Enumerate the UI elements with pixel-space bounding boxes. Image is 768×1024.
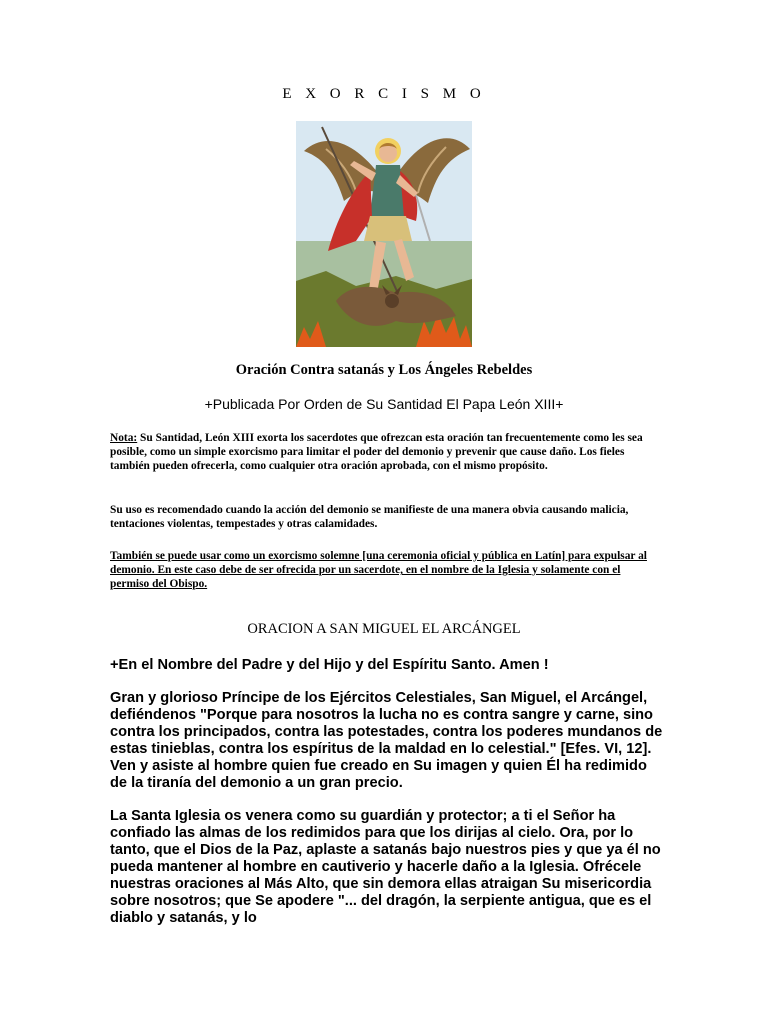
san-miguel-arcangel-icon	[296, 121, 472, 347]
note-label: Nota:	[110, 432, 138, 444]
publication-note: +Publicada Por Orden de Su Santidad El Papa León XIII+	[204, 396, 564, 412]
document-title: E X O R C I S M O	[282, 86, 486, 102]
prayer-paragraph-2: La Santa Iglesia os venera como su guardián y protector; a ti el Señor ha confiado las almas de los redimidos para que los dirijas al cielo. Ora, por lo tanto, que el Dios de la Paz, aplaste a satanás bajo nuestros pies y que ya él no pueda mantener al hombre en cautiverio y hacerle daño a la Iglesia. Ofrécele nuestras oraciones al Más Alto, que sin demora ellas atraigan Su misericordia sobre nosotros; que Se apodere "... del dragón, la serpiente antigua, que es el diablo y satanás, y lo	[110, 808, 661, 926]
prayer-paragraph-1: Gran y glorioso Príncipe de los Ejércitos Celestiales, San Miguel, el Arcángel, defiéndenos "Porque para nosotros la lucha no es contra sangre y carne, sino contra los principados, contra las potestades, contra los poderes mundanos de estas tinieblas, contra los espíritus de la maldad en lo celestial." [Efes. VI, 12]. Ven y asiste al hombre quien fue creado en Su imagen y quien Él ha redimido de la tiranía del demonio a un gran precio.	[110, 690, 663, 791]
invocation-line: +En el Nombre del Padre y del Hijo y del Espíritu Santo. Amen !	[110, 657, 549, 673]
usage-paragraph: Su uso es recomendado cuando la acción del demonio se manifieste de una manera obvia causando malicia, tentaciones violentas, tempestades y otras calamidades.	[110, 504, 629, 530]
prayer-subtitle: Oración Contra satanás y Los Ángeles Rebeldes	[235, 362, 533, 378]
solemn-paragraph: También se puede usar como un exorcismo solemne [una ceremonia oficial y pública en Latín] para expulsar al demonio. En este caso debe de ser ofrecida por un sacerdote, en el nombre de la Iglesia y solamente con el permiso del Obispo.	[110, 550, 647, 590]
prayer-heading: ORACION A SAN MIGUEL EL ARCÁNGEL	[247, 621, 521, 637]
note-text: Su Santidad, León XIII exorta los sacerdotes que ofrezcan esta oración tan frecuentemente como les sea posible, como un simple exorcismo para limitar el poder del demonio y prevenir que cause daño. Los fieles también pueden ofrecerla, como cualquier otra oración aprobada, con el mismo propósito.	[110, 432, 643, 472]
archangel-picture	[296, 121, 472, 347]
note-paragraph	[110, 431, 660, 473]
